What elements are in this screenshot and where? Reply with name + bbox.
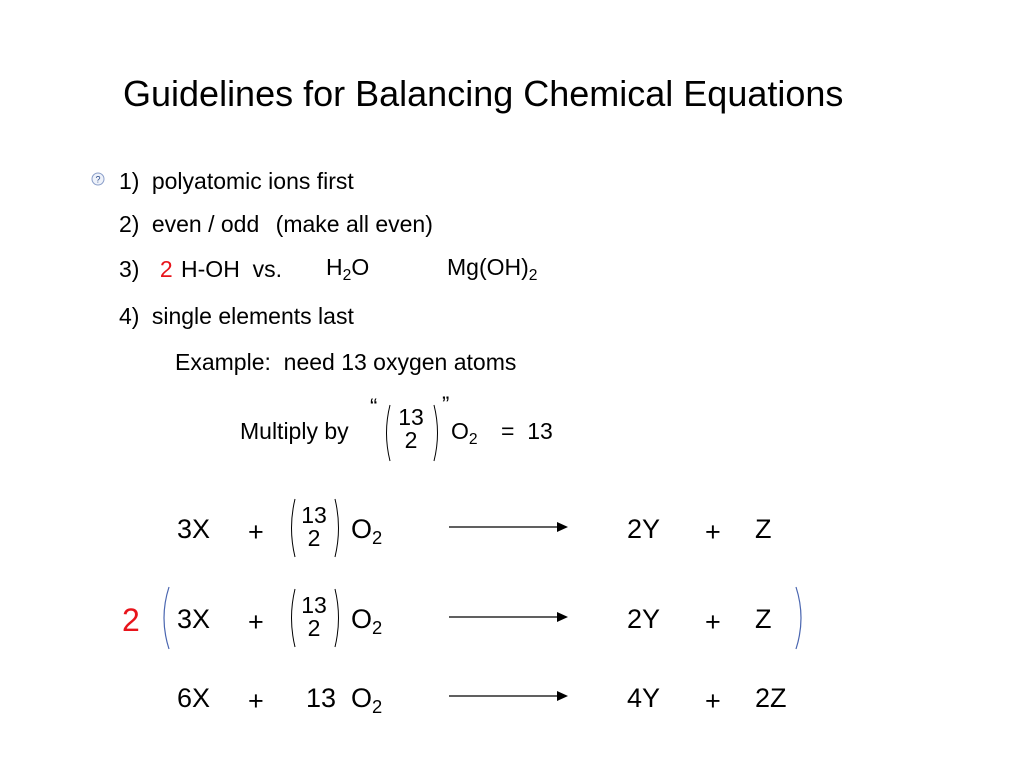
plus-sign: + bbox=[248, 686, 264, 716]
example-text: Example: need 13 oxygen atoms bbox=[175, 349, 517, 375]
left-bracket bbox=[157, 586, 171, 650]
help-bullet-icon bbox=[91, 172, 105, 190]
left-paren bbox=[382, 404, 392, 462]
item-text: even / odd bbox=[151, 211, 260, 237]
product-2: Z bbox=[755, 514, 772, 544]
list-item-1 bbox=[119, 170, 354, 193]
product-2: 2Z bbox=[755, 683, 787, 713]
reaction-arrow bbox=[449, 521, 569, 537]
list-item-3 bbox=[119, 258, 282, 281]
oxygen-formula: $O_2$ bbox=[451, 418, 478, 448]
item-number: 3) bbox=[119, 256, 140, 282]
multiplier: 2 bbox=[122, 602, 140, 638]
list-item-4 bbox=[119, 305, 354, 328]
oxygen-formula: $O_2$ bbox=[351, 683, 383, 717]
right-paren bbox=[333, 498, 343, 558]
fraction bbox=[296, 504, 332, 550]
fraction-numerator: 13 bbox=[398, 404, 424, 430]
oxygen-formula: $O_2$ bbox=[351, 514, 383, 548]
magnesium-hydroxide-formula: $Mg(OH)_2$ bbox=[447, 254, 538, 284]
item-number: 1) bbox=[119, 168, 140, 194]
item-extra: (make all even) bbox=[275, 211, 433, 237]
fraction bbox=[296, 594, 332, 640]
plus-sign: + bbox=[705, 517, 721, 547]
svg-text:?: ? bbox=[95, 174, 101, 185]
item-text: single elements last bbox=[151, 303, 354, 329]
right-paren bbox=[333, 588, 343, 648]
fraction-denominator: 2 bbox=[404, 427, 418, 453]
fraction-numerator: 13 bbox=[301, 502, 327, 528]
fraction-denominator: 2 bbox=[307, 615, 321, 641]
fraction-numerator: 13 bbox=[301, 592, 327, 618]
plus-sign: + bbox=[248, 517, 264, 547]
reaction-arrow bbox=[449, 611, 569, 627]
water-formula: $H_2O$ bbox=[326, 254, 370, 284]
fraction bbox=[393, 406, 429, 452]
right-bracket bbox=[794, 586, 808, 650]
oxygen-formula: $O_2$ bbox=[351, 604, 383, 638]
multiply-label: Multiply by bbox=[240, 418, 349, 444]
plus-sign: + bbox=[705, 607, 721, 637]
item-number: 2) bbox=[119, 211, 140, 237]
page-title: Guidelines for Balancing Chemical Equations bbox=[123, 73, 844, 114]
coefficient: 13 bbox=[306, 683, 337, 713]
open-quote: “ bbox=[370, 394, 378, 419]
reactant-1: 3X bbox=[177, 604, 211, 634]
reaction-arrow bbox=[449, 690, 569, 706]
right-paren bbox=[432, 404, 442, 462]
reactant-1: 3X bbox=[177, 514, 211, 544]
product-1: 2Y bbox=[627, 514, 661, 544]
plus-sign: + bbox=[248, 607, 264, 637]
close-quote: ” bbox=[442, 392, 450, 417]
reactant-1: 6X bbox=[177, 683, 211, 713]
product-1: 2Y bbox=[627, 604, 661, 634]
result-text: = 13 bbox=[501, 418, 553, 444]
fraction-denominator: 2 bbox=[307, 525, 321, 551]
coefficient: 2 bbox=[159, 256, 173, 282]
list-item-2 bbox=[119, 213, 433, 236]
item-text: H-OH vs. bbox=[181, 256, 282, 282]
product-1: 4Y bbox=[627, 683, 661, 713]
plus-sign: + bbox=[705, 686, 721, 716]
item-text: polyatomic ions first bbox=[151, 168, 354, 194]
item-number: 4) bbox=[119, 303, 140, 329]
product-2: Z bbox=[755, 604, 772, 634]
